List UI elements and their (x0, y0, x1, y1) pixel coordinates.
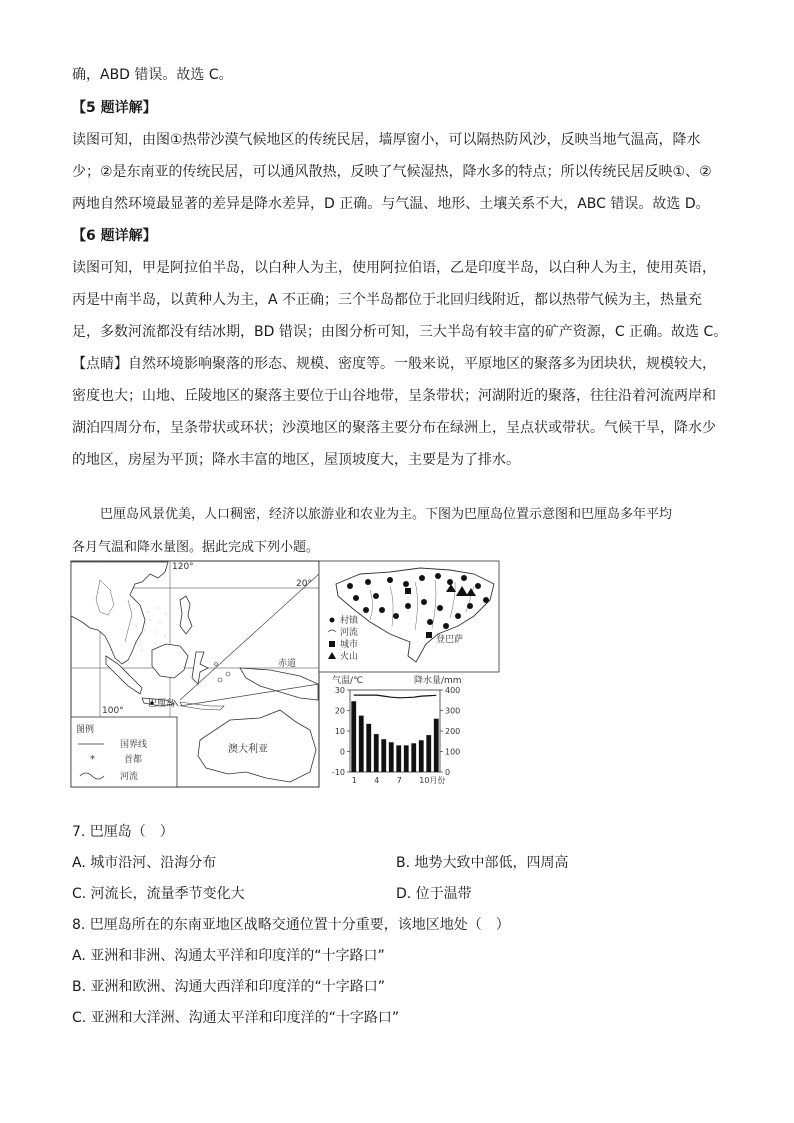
y-right-tick-label: 300 (445, 706, 461, 716)
precip-bar (389, 742, 394, 772)
legend-border-label: 国界线 (120, 740, 148, 750)
dianjing-line: 密度也大；山地、丘陵地区的聚落主要位于山谷地带，呈条带状；河湖附近的聚落，往往沿着河流两岸和 (72, 388, 716, 404)
q7-stem: 7. 巴厘岛（ ） (72, 824, 174, 840)
city-icon (329, 641, 335, 647)
y-left-tick-label: 10 (334, 727, 345, 736)
y-left-tick-label: -10 (331, 768, 345, 777)
y-right-tick-label: 400 (445, 686, 461, 695)
denpasar-label: 登巴萨 (436, 635, 464, 645)
x-tick-label: 1 (351, 776, 357, 785)
climate-chart (332, 674, 462, 785)
y-left-title: 气温/℃ (332, 676, 364, 686)
lon-120-label: 120° (172, 562, 194, 572)
precip-bar (374, 734, 379, 772)
q8-option-c[interactable]: C. 亚洲和大洋洲、沟通太平洋和印度洋的“十字路口” (72, 1010, 400, 1026)
lat-20-label: 20° (296, 579, 312, 589)
dianjing-line: 【点睛】自然环境影响聚落的形态、规模、密度等。一般来说，平原地区的聚落多为团块状，规模较大， (72, 356, 716, 372)
legend-river-label: 河流 (340, 628, 359, 638)
precip-bar (396, 745, 401, 772)
lon-100-label: 100° (102, 706, 124, 716)
precip-bar (351, 701, 356, 772)
legend-volcano-label: 火山 (340, 652, 359, 662)
capital-icon: * (90, 754, 95, 765)
q7-option-d[interactable]: D. 位于温带 (396, 886, 472, 902)
dianjing-line: 的地区，房屋为平顶；降水丰富的地区，屋顶坡度大，主要是为了排水。 (72, 452, 520, 468)
q8-option-a[interactable]: A. 亚洲和非洲、沟通太平洋和印度洋的“十字路口” (72, 948, 385, 964)
y-left-tick-label: 20 (334, 706, 345, 716)
intro-line: 各月气温和降水量图。据此完成下列小题。 (72, 540, 320, 555)
bali-label: 巴厘岛 (148, 699, 176, 709)
legend-river-label: 河流 (120, 772, 139, 782)
q7-option-a[interactable]: A. 城市沿河、沿海分布 (72, 855, 217, 871)
q8-option-b[interactable]: B. 亚洲和欧洲、沟通大西洋和印度洋的“十字路口” (72, 979, 386, 995)
q5-line: 读图可知，由图①热带沙漠气候地区的传统民居，墙厚窗小，可以隔热防风沙，反映当地气温高，降水 (72, 132, 701, 148)
dianjing-line: 湖泊四周分布，呈条带状或环状；沙漠地区的聚落主要分布在绿洲上，呈点状或带状。气候干旱，降水少 (72, 420, 716, 436)
y-left-tick-label: 0 (339, 747, 345, 757)
q7-option-c[interactable]: C. 河流长，流量季节变化大 (72, 886, 245, 902)
q5-line: 少；②是东南亚的传统民居，可以通风散热，反映了气候湿热，降水多的特点；所以传统民居反映①、② (72, 164, 712, 180)
precip-bar (359, 716, 364, 772)
bali-figure (70, 560, 720, 790)
x-tick-label: 7 (396, 776, 402, 785)
y-right-tick-label: 100 (445, 747, 461, 757)
legend-city-label: 城市 (340, 640, 359, 650)
q8-stem: 8. 巴厘岛所在的东南亚地区战略交通位置十分重要，该地区地处（ ） (72, 917, 510, 933)
x-tick-label: 4 (374, 776, 380, 785)
q6-line: 丙是中南半岛，以黄种人为主，A 不正确；三个半岛都位于北回归线附近，都以热带气候为主，热量充 (72, 292, 703, 308)
q6-line: 读图可知，甲是阿拉伯半岛，以白种人为主，使用阿拉伯语，乙是印度半岛，以白种人为主，使用英语， (72, 260, 716, 276)
legend-title: 图例 (76, 725, 95, 735)
answer-line: 确，ABD 错误。故选 C。 (72, 67, 233, 83)
legend-town-label: 村镇 (340, 616, 359, 626)
australia-label: 澳大利亚 (228, 744, 268, 755)
precip-bar (404, 745, 409, 772)
y-right-tick-label: 0 (445, 768, 451, 777)
precip-bar (366, 724, 371, 772)
precip-bar (419, 740, 424, 772)
precip-bar (434, 719, 439, 772)
q5-heading: 【5 题详解】 (72, 100, 157, 116)
precip-bar (411, 743, 416, 772)
precip-bar (381, 739, 386, 772)
temp-line (354, 695, 437, 698)
q5-line: 两地自然环境最显著的差异是降水差异，D 正确。与气温、地形、土壤关系不大，ABC 错误。故选 D。 (72, 196, 710, 212)
intro-line: 巴厘岛风景优美，人口稠密，经济以旅游业和农业为主。下图为巴厘岛位置示意图和巴厘岛多年平均 (100, 507, 673, 522)
q7-option-b[interactable]: B. 地势大致中部低，四周高 (396, 855, 569, 871)
precip-bar (426, 735, 431, 772)
legend-capital-label: 首都 (124, 755, 143, 765)
y-right-tick-label: 200 (445, 727, 461, 736)
equator-label: 赤道 (278, 659, 297, 669)
q6-line: 足，多数河流都没有结冰期，BD 错误；由图分析可知，三大半岛有较丰富的矿产资源，C 正确。故选 C。 (72, 324, 728, 340)
q6-heading: 【6 题详解】 (72, 228, 157, 244)
x-tick-label: 10月份 (419, 776, 446, 785)
y-left-tick-label: 30 (334, 686, 345, 695)
town-icon (330, 618, 335, 623)
y-right-title: 降水量/mm (414, 676, 462, 686)
